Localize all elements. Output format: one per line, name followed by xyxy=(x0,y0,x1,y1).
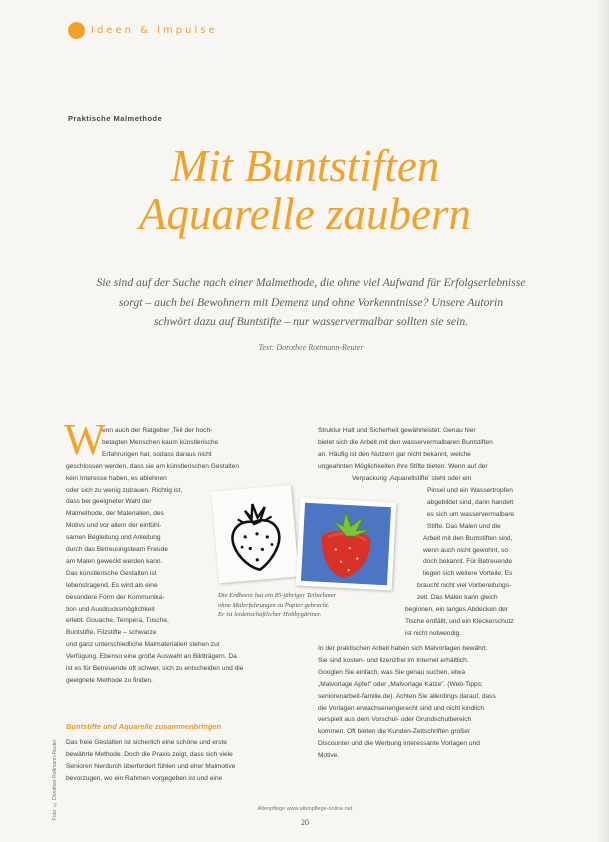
text-line: erlebt. Gouache, Tempera, Tusche, xyxy=(66,617,169,625)
text-line: Erfahrungen hat, sodass daraus nicht xyxy=(102,450,212,458)
text-line: braucht nicht viel Vorbereitungs- xyxy=(417,582,512,590)
text-line: bewährte Methode. Doch die Praxis zeigt, dass sich viele xyxy=(66,750,233,758)
text-line: Motivs und vor allem der einfühl- xyxy=(66,522,162,530)
caption-line: ohne Malerfahrungen zu Papier gebracht. xyxy=(218,601,330,609)
text-line: verspielt aus dem Vorschul- oder Grundschulbereich xyxy=(318,716,472,724)
text-line: Verpackung ‚Aquarellstifte' steht oder ein xyxy=(352,474,472,482)
text-line: In der praktischen Arbeit haben sich Malvorlagen bewährt. xyxy=(318,645,488,652)
author-credit: Text: Dorothee Rottmann-Reuter xyxy=(258,343,364,352)
photo-credit: Foto: © Dorothee Rottmann-Reuter xyxy=(52,739,58,820)
text-line: Malmethode, der Materialien, des xyxy=(66,510,164,518)
text-line: samen Begleitung und Anleitung xyxy=(66,534,161,542)
text-line: bietet sich die Arbeit mit den wasservermalbaren Buntstiften xyxy=(318,438,493,446)
text-line: ist es für Betreuende oft schwer, sich zu entscheiden und die xyxy=(66,665,244,672)
section-label: Ideen & Impulse xyxy=(91,24,218,36)
caption-line: Er ist leidenschaftlicher Hobbygärtner. xyxy=(218,611,322,619)
footer-text: Altenpflege www.altenpflege-online.net xyxy=(257,806,353,812)
text-line: besondere Form der Kommunika- xyxy=(66,593,165,601)
text-line: bevorzugen, wo ein Rahmen vorgegeben ist und eine xyxy=(66,774,223,782)
text-line: dass bei geeigneter Wahl der xyxy=(66,498,152,506)
text-line: Arbeit mit den Buntstiften sind, xyxy=(423,534,513,542)
text-line: betagten Menschen kaum künstlerische xyxy=(102,438,219,446)
lead-line: Sie sind auf der Suche nach einer Malmethode, die ohne viel Aufwand für Erfolgserlebnisse xyxy=(96,276,526,289)
lead-line: sorgt – auch bei Bewohnern mit Demenz und ohne Vorkenntnisse? Unsere Autorin xyxy=(118,295,504,309)
text-line: wenn auch nicht gewohnt, so xyxy=(423,546,509,554)
text-line: Das künstlerische Gestalten ist xyxy=(66,569,157,577)
text-line: zeit. Das Malen kann gleich xyxy=(417,594,498,602)
text-line: geeignete Methode zu finden. xyxy=(66,676,153,684)
text-line: lebenstragend. Es wird als eine xyxy=(66,581,158,589)
text-line: Struktur Halt und Sicherheit gewährleistet. Genau hier xyxy=(318,427,476,434)
text-line: enn auch der Ratgeber ‚Teil der hoch- xyxy=(102,427,213,434)
text-line: durch das Betreuungsteam Freude xyxy=(66,546,168,553)
caption-line: Die Erdbeere hat ein 85-jähriger Teilnehmer xyxy=(218,592,337,599)
text-line: beginnen, ein langes Abdecken der xyxy=(405,606,509,613)
text-line: an. Häufig ist den Nutzern gar nicht bekannt, welche xyxy=(318,450,471,458)
text-line: doch bekannt. Für Betreuende xyxy=(423,558,513,566)
text-line: Sie sind kosten- und lizenzfrei im Internet erhältlich. xyxy=(318,656,469,664)
lead-line: schwört dazu auf Buntstifte – nur wasservermalbar sollten sie sein. xyxy=(153,315,469,328)
kicker: Praktische Malmethode xyxy=(68,114,163,123)
page-number: 20 xyxy=(301,818,309,827)
text-line: Verfügung. Ebenso eine große Auswahl an Bildträgern. Da xyxy=(66,653,237,661)
text-line: tion und Ausdrucksmöglichkeit xyxy=(66,605,155,613)
title-line: Aquarelle zaubern xyxy=(138,189,472,239)
drop-cap: W xyxy=(64,415,106,464)
text-line: und ganz unterschiedliche Malmaterialien stehen zur xyxy=(66,641,220,649)
text-line: Discounter und die Werbung interessante Vorlagen und xyxy=(318,740,480,748)
text-line: liegen sich weitere Vorteile: Es xyxy=(423,570,513,578)
text-line: kein Interesse haben, es ablehnen xyxy=(66,474,167,482)
text-line: Stifte. Das Malen und die xyxy=(427,522,501,530)
strawberry-painting-image xyxy=(296,498,396,591)
image-caption xyxy=(218,591,368,620)
strawberry-outline-icon xyxy=(211,485,299,584)
subheading: Buntstifte und Aquarelle zusammenbringen xyxy=(66,722,222,731)
text-line: oder sich zu wenig zutrauen. Richtig ist, xyxy=(66,486,183,494)
text-line: Motive. xyxy=(318,752,340,760)
text-line: seniorenarbeit-familie.de). Achten Sie allerdings darauf, dass xyxy=(318,692,496,700)
text-line: „Malvorlage Apfel" oder „Malvorlage Katze". (Web-Tipps: xyxy=(318,680,483,688)
text-line: ist nicht notwendig. xyxy=(405,629,462,637)
text-line: die Vorlagen erwachsenengerecht sind und nicht kindlich xyxy=(318,704,485,712)
text-line: Pinsel und ein Wassertropfen xyxy=(427,487,513,494)
text-line: Das freie Gestalten ist sicherlich eine schöne und erste xyxy=(66,739,227,746)
article-title xyxy=(60,142,550,238)
strawberry-watercolor-icon xyxy=(296,498,396,591)
section-header xyxy=(68,19,218,41)
strawberry-sketch-image xyxy=(211,485,299,584)
text-line: kommen. Oft bieten die Kunden-Zeitschriften großer xyxy=(318,728,471,736)
title-line: Mit Buntstiften xyxy=(170,141,440,191)
text-line: Buntstifte, Filzstifte – schwarze xyxy=(66,629,157,637)
text-line: abgebildet sind, dann handelt xyxy=(427,498,514,506)
text-line: Senioren hierdurch überfordert fühlen und eher Malmotive xyxy=(66,762,236,770)
text-line: es sich um wasservermalbare xyxy=(427,510,515,518)
text-line: am Malen geweckt werden kann. xyxy=(66,557,163,565)
section-dot-icon xyxy=(68,22,85,39)
lead-paragraph xyxy=(66,273,556,332)
text-line: ungeahnten Möglichkeiten ihre Stifte bieten. Wenn auf der xyxy=(318,462,488,470)
text-line: Googlen Sie einfach, was Sie genau suchen, etwa xyxy=(318,668,465,676)
text-line: Tische entfällt, und ein Kleckerschutz xyxy=(405,617,514,625)
text-line: geschlossen werden, dass sie am künstlerischen Gestalten xyxy=(66,462,239,470)
